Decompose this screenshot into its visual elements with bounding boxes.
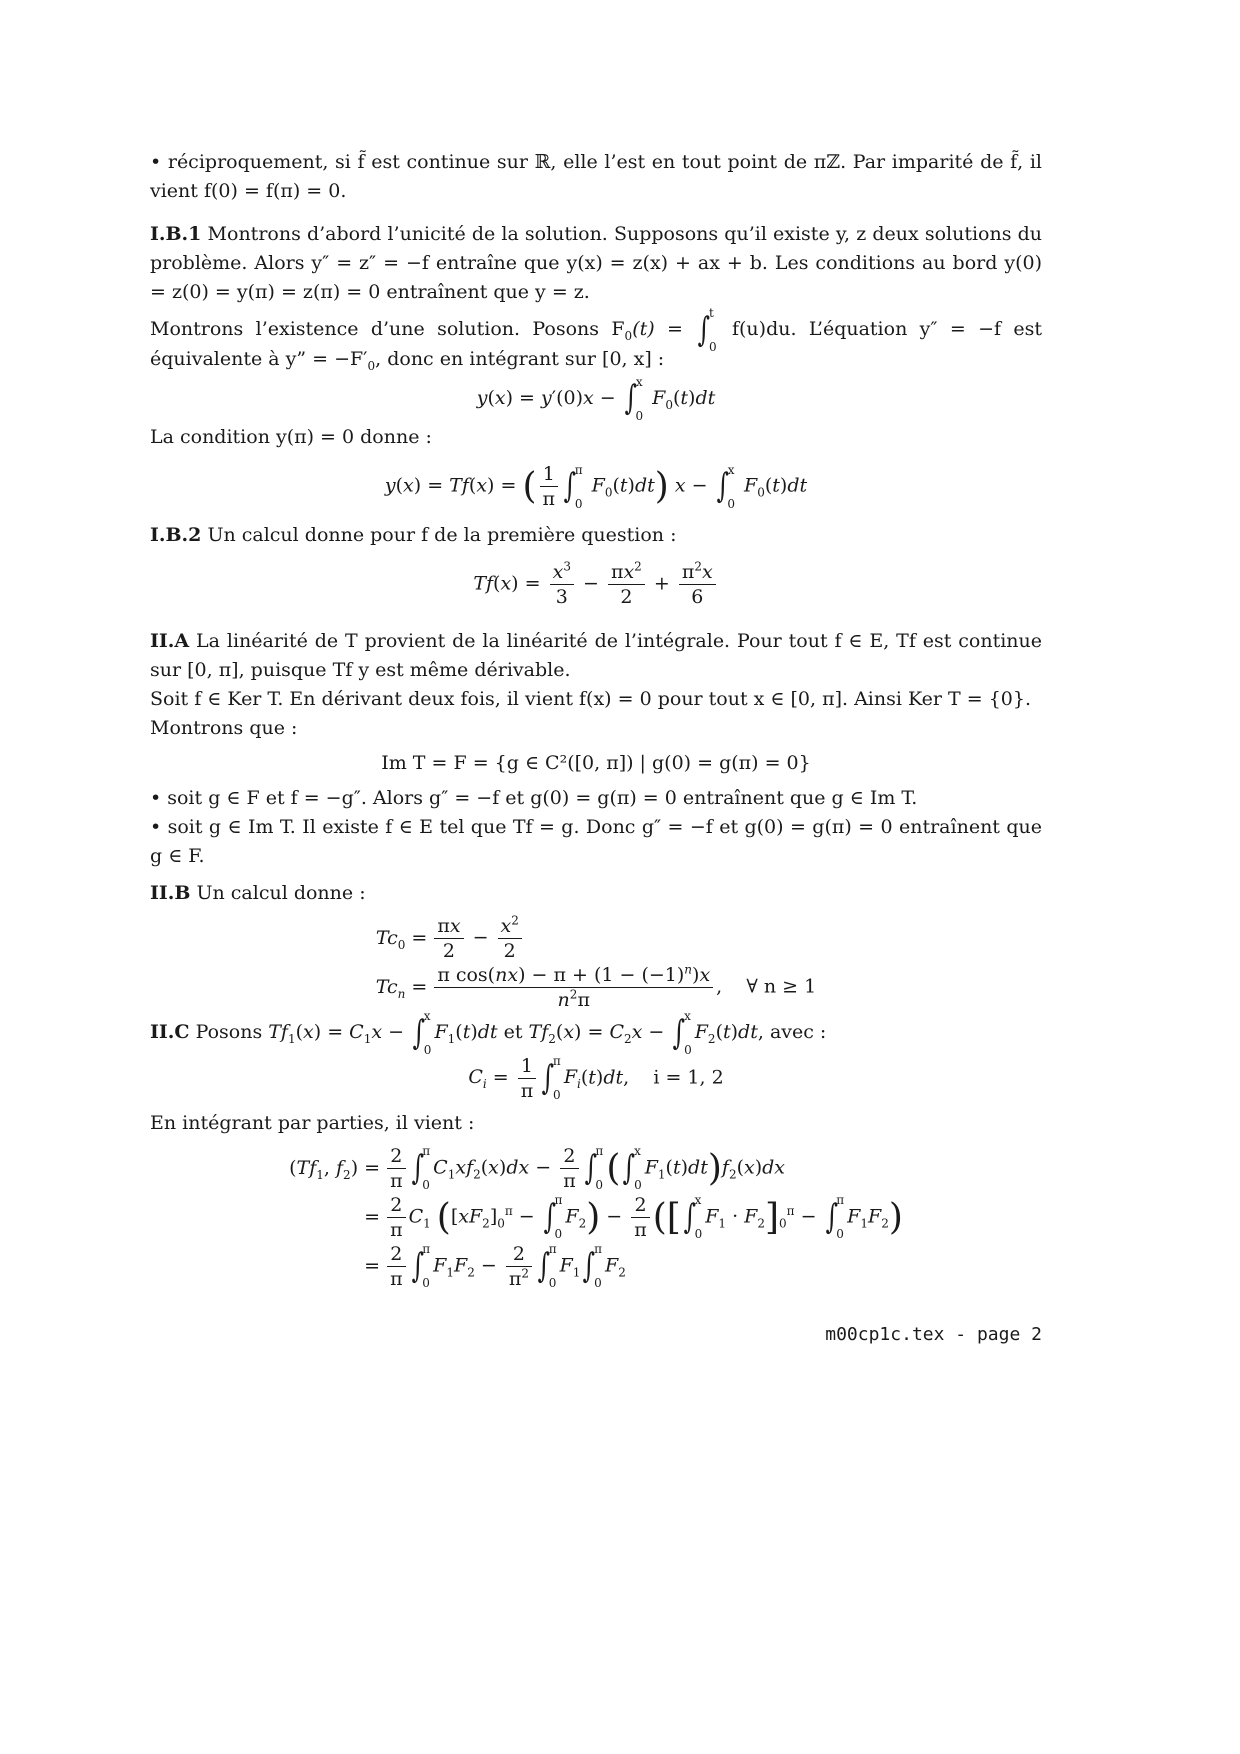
document-body bbox=[150, 148, 1042, 1297]
ib1-text: Montrons d’abord l’unicité de la solution. Supposons qu’il existe y, z deux solutions du problème. Alors y″ = z″ = −f entraîne que y(x) = z(x) + ax + b. Les conditions au bord y(0) = z(0) = y(π) = z(π) = 0 entraînent que y = z. bbox=[150, 223, 1042, 303]
iia-text: La linéarité de T provient de la linéarité de l’intégrale. Pour tout f ∈ E, Tf est continue sur [0, π], puisque Tf y est même dérivable. bbox=[150, 630, 1042, 681]
equation-scalar-product: ($Tf_1$, $f_2$) = $\frac{2}{\pi}$ ∫ π 0 $C_1xf_2(x)dx$ − $\frac{2}{\pi}$ ∫ π 0 (∫ x 0 $F_1(t)dt)f_2(x)dx$ = $\frac{2}{\pi}$ $C_1$ ($[xF_2]_0^\pi$ − ∫ π 0 $F_2$) − $\frac{2}{\pi}$ ([∫ x 0 $F_1 \cdot F_2]_0^\pi$ − ∫ π 0 $F_1F_2$) = $\frac{2}{\pi}$ ∫ π 0 $F_1F_2$ − $\frac{2}{\pi^2}$ ∫ π 0 $F_1\int$ π 0 $F_2$ bbox=[289, 1144, 903, 1290]
iib-paragraph bbox=[150, 879, 1042, 908]
iia-heading: II.A bbox=[150, 630, 190, 652]
equation-y-integral: y(x) = y′(0)x − ∫ x 0 $F_0(t)dt$ bbox=[476, 374, 716, 423]
iic-range: i = 1, 2 bbox=[653, 1066, 724, 1088]
iic-et: et bbox=[503, 1021, 523, 1043]
equation-Tf: y(x) = Tf(x) = ( $\frac{1}{\pi}$ ∫ π 0 $F_0(t)dt$) x − ∫ x 0 $F_0(t)dt$ bbox=[384, 462, 808, 511]
page-footer: m00cp1c.tex - page 2 bbox=[825, 1324, 1042, 1345]
ib2-text: Un calcul donne pour f de la première question : bbox=[207, 524, 677, 546]
equation-Tc: $Tc_0$ = $\frac{\pi x}{2}$ − $\frac{x^2}{2}$ $Tc_n$ = $\frac{\pi \cos(nx) - \pi + (1 - (-1)^n)x}{n^2\pi}$ , ∀ n ≥ 1 bbox=[375, 913, 817, 1011]
equation-Ci: $C_i$ = $\frac{1}{\pi}$ ∫ π 0 $F_i(t)dt$, i = 1, 2 bbox=[468, 1054, 724, 1102]
intro-paragraph: • réciproquement, si f̃ est continue sur ℝ, elle l’est en tout point de πℤ. Par imparité de f̃, il vient f(0) = f(π) = 0. bbox=[150, 151, 1042, 202]
iic-posons: Posons bbox=[195, 1021, 263, 1043]
iia-ker: Soit f ∈ Ker T. En dérivant deux fois, il vient f(x) = 0 pour tout x ∈ [0, π]. Ainsi Ker T = {0}. bbox=[150, 688, 1032, 710]
iib-heading: II.B bbox=[150, 882, 191, 904]
equation-Tf-poly: Tf(x) = $\frac{x^3}{3}$ − $\frac{\pi x^2}{2}$ + $\frac{\pi^2x}{6}$ bbox=[150, 560, 1042, 609]
iic-parties: En intégrant par parties, il vient : bbox=[150, 1111, 475, 1134]
iic-avec: , avec : bbox=[757, 1021, 827, 1043]
ib1-existence: Montrons l’existence d’une solution. Posons $F_0(t)$ = ∫ t 0 f(u)du. L’équation y″ = −f est équivalente à y” = $-F'_0$, donc en intégrant sur [0, x] : bbox=[150, 306, 1042, 373]
ib2-heading: I.B.2 bbox=[150, 524, 202, 546]
existence-text-c: , donc en intégrant sur [0, x] : bbox=[375, 347, 665, 370]
iia-paragraph bbox=[150, 627, 1042, 685]
iic-paragraph: II.C Posons $Tf_1(x) = C_1x$ − ∫ x 0 $F_1(t)dt$ et $Tf_2(x) = C_2x$ − ∫ x 0 $F_2(t)dt$, avec : bbox=[150, 1009, 827, 1057]
forall-condition: ∀ n ≥ 1 bbox=[746, 975, 817, 998]
ib2-paragraph bbox=[150, 521, 1042, 550]
iic-heading: II.C bbox=[150, 1021, 190, 1043]
iia-montrons: Montrons que : bbox=[150, 717, 298, 739]
ib1-heading: I.B.1 bbox=[150, 223, 202, 245]
equation-imT: Im T = F = {g ∈ C²([0, π]) | g(0) = g(π) = 0} bbox=[381, 752, 811, 774]
iia-bullet-1: • soit g ∈ F et f = −g″. Alors g″ = −f et g(0) = g(π) = 0 entraînent que g ∈ Im T. bbox=[150, 787, 918, 809]
iib-text: Un calcul donne : bbox=[196, 882, 366, 904]
ib1-condition: La condition y(π) = 0 donne : bbox=[150, 426, 432, 448]
existence-text-b: f(u)du. L’équation y″ = −f est équivalente à y” = −F′ bbox=[150, 318, 1042, 370]
ib1-paragraph bbox=[150, 220, 1042, 307]
iia-bullet-2: • soit g ∈ Im T. Il existe f ∈ E tel que Tf = g. Donc g″ = −f et g(0) = g(π) = 0 entraînent que g ∈ F. bbox=[150, 816, 1042, 867]
existence-text-a: Montrons l’existence d’une solution. Posons F bbox=[150, 318, 625, 340]
